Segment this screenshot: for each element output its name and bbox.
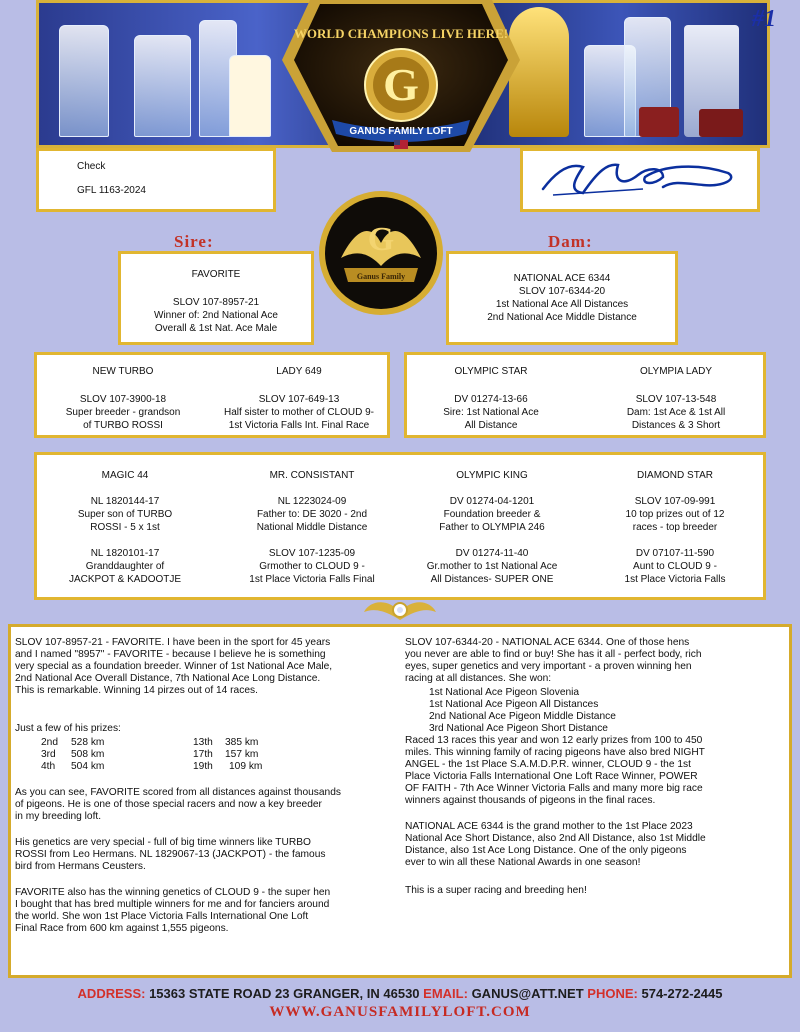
prize-place: 2nd — [41, 737, 58, 748]
loft-logo — [316, 188, 446, 318]
prize-place: 19th — [193, 761, 213, 772]
text-line: bird from Hermans Ceusters. — [15, 861, 146, 872]
phone-value: 574-272-2445 — [641, 986, 723, 1001]
trophy-image — [229, 55, 271, 137]
pedigree-name: OLYMPIA LADY — [639, 366, 713, 377]
left-paragraph — [15, 887, 330, 935]
pedigree-name: LADY 649 — [276, 366, 322, 377]
pedigree-line: 1st Place Victoria Falls — [624, 574, 726, 585]
prize-distance: 508 km — [71, 749, 105, 760]
text-line: National Ace Short Distance, also 2nd All Distance, also 1st Middle — [405, 833, 706, 844]
win-item: 3rd National Ace Pigeon Short Distance — [429, 723, 608, 734]
pedigree-line: Father to: DE 3020 - 2nd — [256, 509, 368, 520]
right-paragraph — [405, 637, 702, 685]
grandparents-box — [34, 452, 766, 600]
win-item: 2nd National Ace Pigeon Middle Distance — [429, 711, 616, 722]
dam-ring: SLOV 107-6344-20 — [518, 286, 606, 297]
right-paragraph — [405, 735, 705, 807]
left-paragraph — [15, 637, 332, 697]
text-line: ROSSI from Leo Hermans. NL 1829067-13 (JACKPOT) - the famous — [15, 849, 326, 860]
description-box — [8, 624, 792, 978]
pedigree-line: Super son of TURBO — [77, 509, 173, 520]
pedigree-line: Granddaughter of — [85, 561, 165, 572]
signature-image — [523, 151, 757, 209]
check-label: Check — [77, 161, 106, 172]
prize-place: 4th — [41, 761, 56, 772]
pedigree-line: JACKPOT & KADOOTJE — [68, 574, 182, 585]
dam-name: NATIONAL ACE 6344 — [513, 273, 611, 284]
pedigree-line: 1st Victoria Falls Int. Final Race — [228, 420, 370, 431]
pedigree-line: Distances & 3 Short — [631, 420, 721, 431]
pedigree-line: Super breeder - grandson — [65, 407, 181, 418]
website-link[interactable]: WWW.GANUSFAMILYLOFT.COM — [269, 1004, 531, 1020]
page-number: #1 — [752, 6, 776, 32]
text-line: I bought that has bred multiple winners for me and for fanciers around — [15, 899, 330, 910]
pedigree-ring: DV 07107-11-590 — [635, 548, 715, 559]
contact-line — [0, 986, 800, 1001]
emblem-arc-text: WORLD CHAMPIONS LIVE HERE! — [293, 26, 509, 41]
dam-line: 2nd National Ace Middle Distance — [487, 312, 637, 323]
pedigree-ring: NL 1223024-09 — [277, 496, 347, 507]
dam-line: 1st National Ace All Distances — [495, 299, 629, 310]
pedigree-line: races - top breeder — [632, 522, 718, 533]
right-paragraph — [405, 885, 587, 897]
left-paragraph — [15, 787, 341, 823]
text-line: SLOV 107-6344-20 - NATIONAL ACE 6344. One of those hens — [405, 637, 690, 648]
sire-name: FAVORITE — [191, 269, 241, 280]
trophy-base — [699, 109, 743, 137]
pedigree-ring: SLOV 107-3900-18 — [79, 394, 167, 405]
pedigree-ring: SLOV 107-09-991 — [634, 496, 716, 507]
prize-place: 17th — [193, 749, 213, 760]
pedigree-ring: NL 1820144-17 — [90, 496, 160, 507]
sire-line: Overall & 1st Nat. Ace Male — [154, 323, 278, 334]
pedigree-name: MR. CONSISTANT — [269, 470, 355, 481]
text-line: This is remarkable. Winning 14 pirzes out of 14 races. — [15, 685, 258, 696]
pedigree-line: All Distance — [464, 420, 518, 431]
prize-place: 3rd — [41, 749, 56, 760]
pedigree-name: DIAMOND STAR — [637, 470, 713, 481]
text-line: Place Victoria Falls International One Loft Race Winner, POWER — [405, 771, 698, 782]
pedigree-ring: SLOV 107-649-13 — [258, 394, 340, 405]
sire-parents-box — [34, 352, 390, 438]
text-line: you never are able to find or buy! She has it all - perfect body, rich — [405, 649, 702, 660]
sire-line: Winner of: 2nd National Ace — [154, 310, 278, 321]
text-line: Distance, also 1st Ace Long Distance. One of the only pigeons — [405, 845, 687, 856]
pedigree-line: Sire: 1st National Ace — [443, 407, 539, 418]
text-line: very special as a foundation breeder. Winner of 1st National Ace Male, — [15, 661, 333, 672]
text-line: ANGEL - the 1st Place S.A.M.D.P.R. winner, CLOUD 9 - the 1st — [405, 759, 691, 770]
trophy-image — [134, 35, 191, 137]
win-item: 1st National Ace Pigeon All Distances — [429, 699, 599, 710]
pedigree-line: Foundation breeder & — [443, 509, 541, 520]
world-champions-emblem — [270, 0, 532, 152]
address-value: 15363 STATE ROAD 23 GRANGER, IN 46530 — [149, 986, 420, 1001]
pedigree-name: OLYMPIC STAR — [454, 366, 528, 377]
prize-distance: 528 km — [71, 737, 105, 748]
prizes-intro: Just a few of his prizes: — [15, 723, 121, 734]
text-line: ever to win all these National Awards in one season! — [405, 857, 641, 868]
wins-list — [429, 687, 616, 735]
sire-box — [118, 251, 314, 345]
pedigree-line: Aunt to CLOUD 9 - — [633, 561, 717, 572]
prize-distance: 109 km — [229, 761, 263, 772]
prize-distance: 504 km — [71, 761, 105, 772]
left-paragraph — [15, 837, 325, 873]
pedigree-line: 1st Place Victoria Falls Final — [249, 574, 375, 585]
pedigree-ring: DV 01274-04-1201 — [449, 496, 535, 507]
dam-parents-box — [404, 352, 766, 438]
pedigree-line: Half sister to mother of CLOUD 9- — [223, 407, 375, 418]
sire-ring: SLOV 107-8957-21 — [172, 297, 260, 308]
text-line: FAVORITE also has the winning genetics of CLOUD 9 - the super hen — [15, 887, 331, 898]
text-line: miles. This winning family of racing pigeons have also bred NIGHT — [405, 747, 705, 758]
text-line: and I named "8957" - FAVORITE - because I believe he is something — [15, 649, 326, 660]
text-line: the world. She won 1st Place Victoria Falls International One Loft — [15, 911, 309, 922]
prize-distance: 385 km — [225, 737, 259, 748]
check-id: GFL 1163-2024 — [77, 185, 146, 196]
text-line: OF FAITH - 7th Ace Winner Victoria Falls and many more big race — [405, 783, 703, 794]
emblem-monogram: G — [383, 59, 419, 110]
text-line: of pigeons. He is one of those special racers and now a key breeder — [15, 799, 322, 810]
text-line: eyes, super genetics and very important - a proven winning hen — [405, 661, 692, 672]
text-line: in my breeding loft. — [15, 811, 102, 822]
signature-box — [520, 148, 760, 212]
prize-place: 13th — [193, 737, 213, 748]
pedigree-line: Gr.mother to 1st National Ace — [426, 561, 558, 572]
pedigree-line: 10 top prizes out of 12 — [625, 509, 725, 520]
pedigree-line: Dam: 1st Ace & 1st All — [626, 407, 726, 418]
svg-text:G: G — [367, 221, 395, 258]
text-line: As you can see, FAVORITE scored from all distances against thousands — [15, 787, 341, 798]
dam-header: Dam: — [548, 232, 593, 251]
pedigree-ring: DV 01274-13-66 — [454, 394, 528, 405]
text-line: racing at all distances. She won: — [405, 673, 552, 684]
trophy-base — [639, 107, 679, 137]
address-label: ADDRESS: — [77, 986, 146, 1001]
dam-box — [446, 251, 678, 345]
text-line: 2nd National Ace Overall Distance, 7th National Ace Long Distance. — [15, 673, 321, 684]
prize-distance: 157 km — [225, 749, 259, 760]
pedigree-line: Grmother to CLOUD 9 - — [259, 561, 365, 572]
check-box — [36, 148, 276, 212]
pedigree-name: MAGIC 44 — [101, 470, 149, 481]
emblem-loft-name: GANUS FAMILY LOFT — [349, 126, 453, 137]
email-label: EMAIL: — [423, 986, 468, 1001]
phone-label: PHONE: — [587, 986, 638, 1001]
sire-header: Sire: — [174, 232, 214, 251]
pedigree-ring: NL 1820101-17 — [90, 548, 160, 559]
pedigree-name: NEW TURBO — [92, 366, 154, 377]
logo-ribbon-text: Ganus Family — [356, 272, 406, 281]
text-line: Raced 13 races this year and won 12 early prizes from 100 to 450 — [405, 735, 703, 746]
text-line: His genetics are very special - full of big time winners like TURBO — [15, 837, 311, 848]
text-line: This is a super racing and breeding hen! — [405, 885, 587, 896]
pedigree-line: of TURBO ROSSI — [83, 420, 163, 431]
text-line: Final Race from 600 km against 1,555 pigeons. — [15, 923, 229, 934]
text-line: winners against thousands of pigeons in the final races. — [405, 795, 656, 806]
pedigree-name: OLYMPIC KING — [456, 470, 528, 481]
right-paragraph — [405, 821, 706, 869]
trophy-image — [59, 25, 109, 137]
text-line: SLOV 107-8957-21 - FAVORITE. I have been in the sport for 45 years — [15, 637, 331, 648]
pedigree-line: All Distances- SUPER ONE — [430, 574, 554, 585]
text-line: NATIONAL ACE 6344 is the grand mother to the 1st Place 2023 — [405, 821, 693, 832]
pedigree-ring: DV 01274-11-40 — [455, 548, 529, 559]
email-value[interactable]: GANUS@ATT.NET — [471, 986, 584, 1001]
pedigree-line: ROSSI - 5 x 1st — [90, 522, 160, 533]
pedigree-ring: SLOV 107-1235-09 — [268, 548, 356, 559]
pedigree-ring: SLOV 107-13-548 — [635, 394, 717, 405]
pedigree-line: Father to OLYMPIA 246 — [439, 522, 545, 533]
pedigree-line: National Middle Distance — [256, 522, 368, 533]
win-item: 1st National Ace Pigeon Slovenia — [429, 687, 580, 698]
